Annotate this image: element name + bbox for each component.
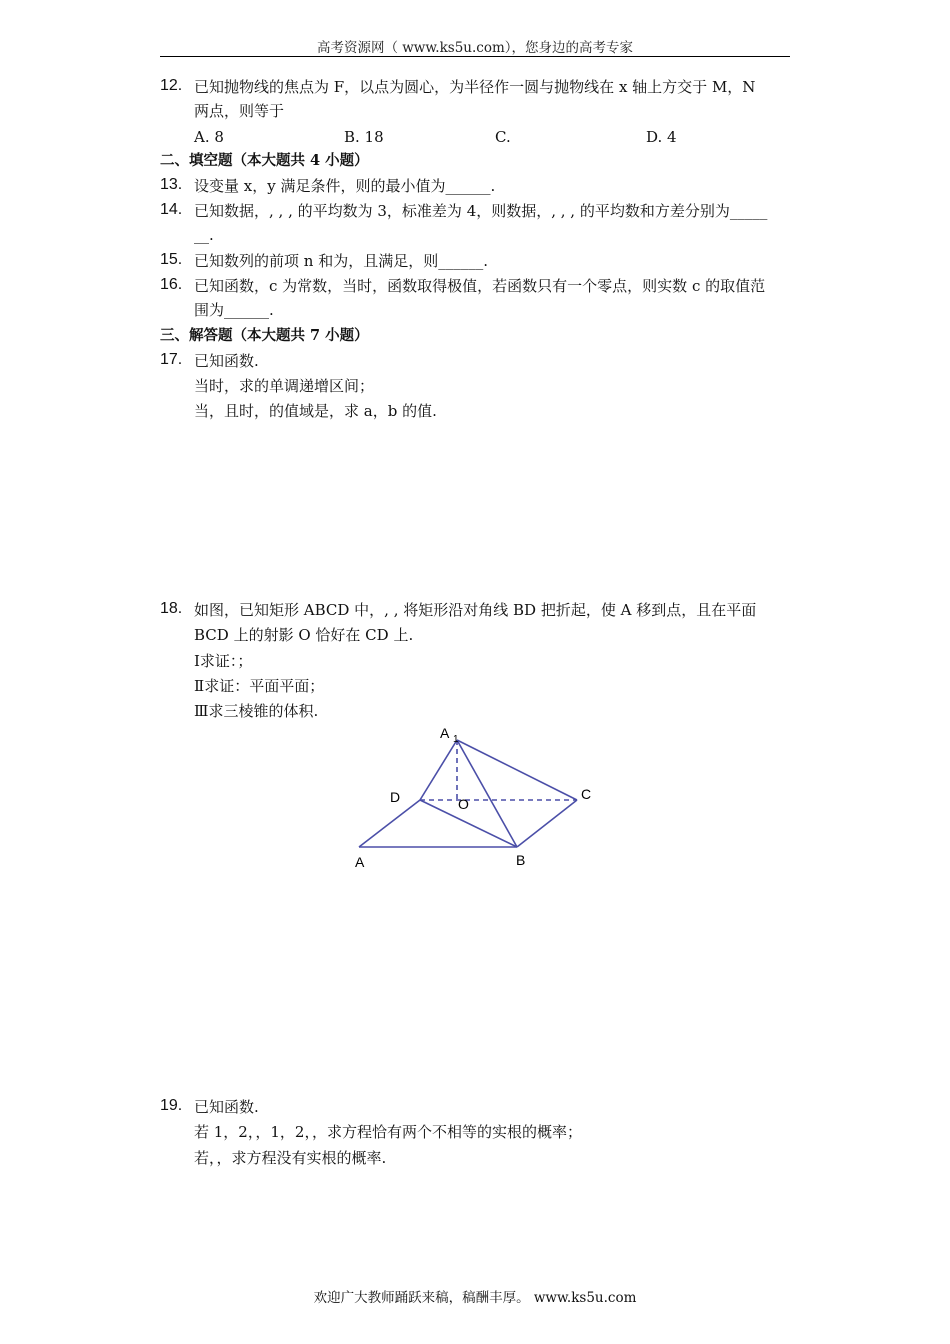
q19-number: 19. xyxy=(160,1097,183,1114)
q17-line2: 当时，求的单调递增区间； xyxy=(194,377,375,395)
q14-line1: 已知数据，, , , 的平均数为 3，标准差为 4，则数据，, , , 的平均数和方差分别为_____ xyxy=(194,202,768,220)
q12-option-d: D. 4 xyxy=(646,128,677,146)
q18-line2: BCD 上的射影 O 恰好在 CD 上. xyxy=(194,626,414,644)
label-d: D xyxy=(390,789,401,805)
q17-number: 17. xyxy=(160,351,183,368)
q18-part3: Ⅲ求三棱锥的体积. xyxy=(194,702,319,720)
q17-line3: 当，且时，的值域是，求 a，b 的值. xyxy=(194,402,437,420)
q18-number: 18. xyxy=(160,600,183,617)
q13-text: 设变量 x，y 满足条件，则的最小值为______. xyxy=(194,177,496,195)
q18-line1: 如图，已知矩形 ABCD 中，, , 将矩形沿对角线 BD 把折起，使 A 移到点，且在平面 xyxy=(194,601,757,619)
q15-text: 已知数列的前项 n 和为，且满足，则______. xyxy=(194,252,488,270)
q12-line1: 已知抛物线的焦点为 F，以点为圆心，为半径作一圆与抛物线在 x 轴上方交于 M，N xyxy=(194,78,756,96)
edge-a1-d xyxy=(420,740,457,800)
label-b: B xyxy=(516,852,526,868)
edge-a1-c xyxy=(457,740,577,800)
q19-part2: 若，，求方程没有实根的概率. xyxy=(194,1149,387,1167)
q19-line1: 已知函数. xyxy=(194,1098,259,1116)
label-a: A xyxy=(355,854,365,870)
q12-number: 12. xyxy=(160,77,183,94)
q18-part2: Ⅱ求证：平面平面； xyxy=(194,677,325,695)
q12-line2: 两点，则等于 xyxy=(194,102,285,120)
label-c: C xyxy=(581,786,592,802)
q17-line1: 已知函数. xyxy=(194,352,259,370)
section-answer-title: 三、解答题（本大题共 7 小题） xyxy=(160,327,369,344)
q14-line2: __. xyxy=(194,226,214,244)
label-a1: A xyxy=(440,725,450,741)
q18-part1: Ⅰ求证：； xyxy=(194,652,253,670)
edge-a1-b xyxy=(457,740,517,847)
q16-line1: 已知函数，c 为常数，当时，函数取得极值，若函数只有一个零点，则实数 c 的取值范 xyxy=(194,277,766,295)
edge-b-c xyxy=(517,800,577,847)
q16-line2: 围为______. xyxy=(194,301,274,319)
page-footer: 欢迎广大教师踊跃来稿，稿酬丰厚。 www.ks5u.com xyxy=(313,1290,637,1306)
q12-option-a: A. 8 xyxy=(194,128,224,146)
label-o: O xyxy=(458,796,469,812)
q19-part1: 若 1，2，，1，2，，求方程恰有两个不相等的实根的概率； xyxy=(194,1123,582,1141)
section-fill-in-title: 二、填空题（本大题共 4 小题） xyxy=(160,152,369,169)
page-header: 高考资源网（ www.ks5u.com），您身边的高考专家 xyxy=(316,40,634,56)
q14-number: 14. xyxy=(160,201,183,218)
q12-option-c: C. xyxy=(495,128,511,146)
label-a1-subscript: 1 xyxy=(453,734,459,745)
q16-number: 16. xyxy=(160,276,183,293)
q15-number: 15. xyxy=(160,251,183,268)
q12-option-b: B. 18 xyxy=(344,128,384,146)
header-rule xyxy=(160,56,790,57)
edge-a-d xyxy=(359,800,420,847)
q13-number: 13. xyxy=(160,176,183,193)
edge-d-b xyxy=(420,800,517,847)
